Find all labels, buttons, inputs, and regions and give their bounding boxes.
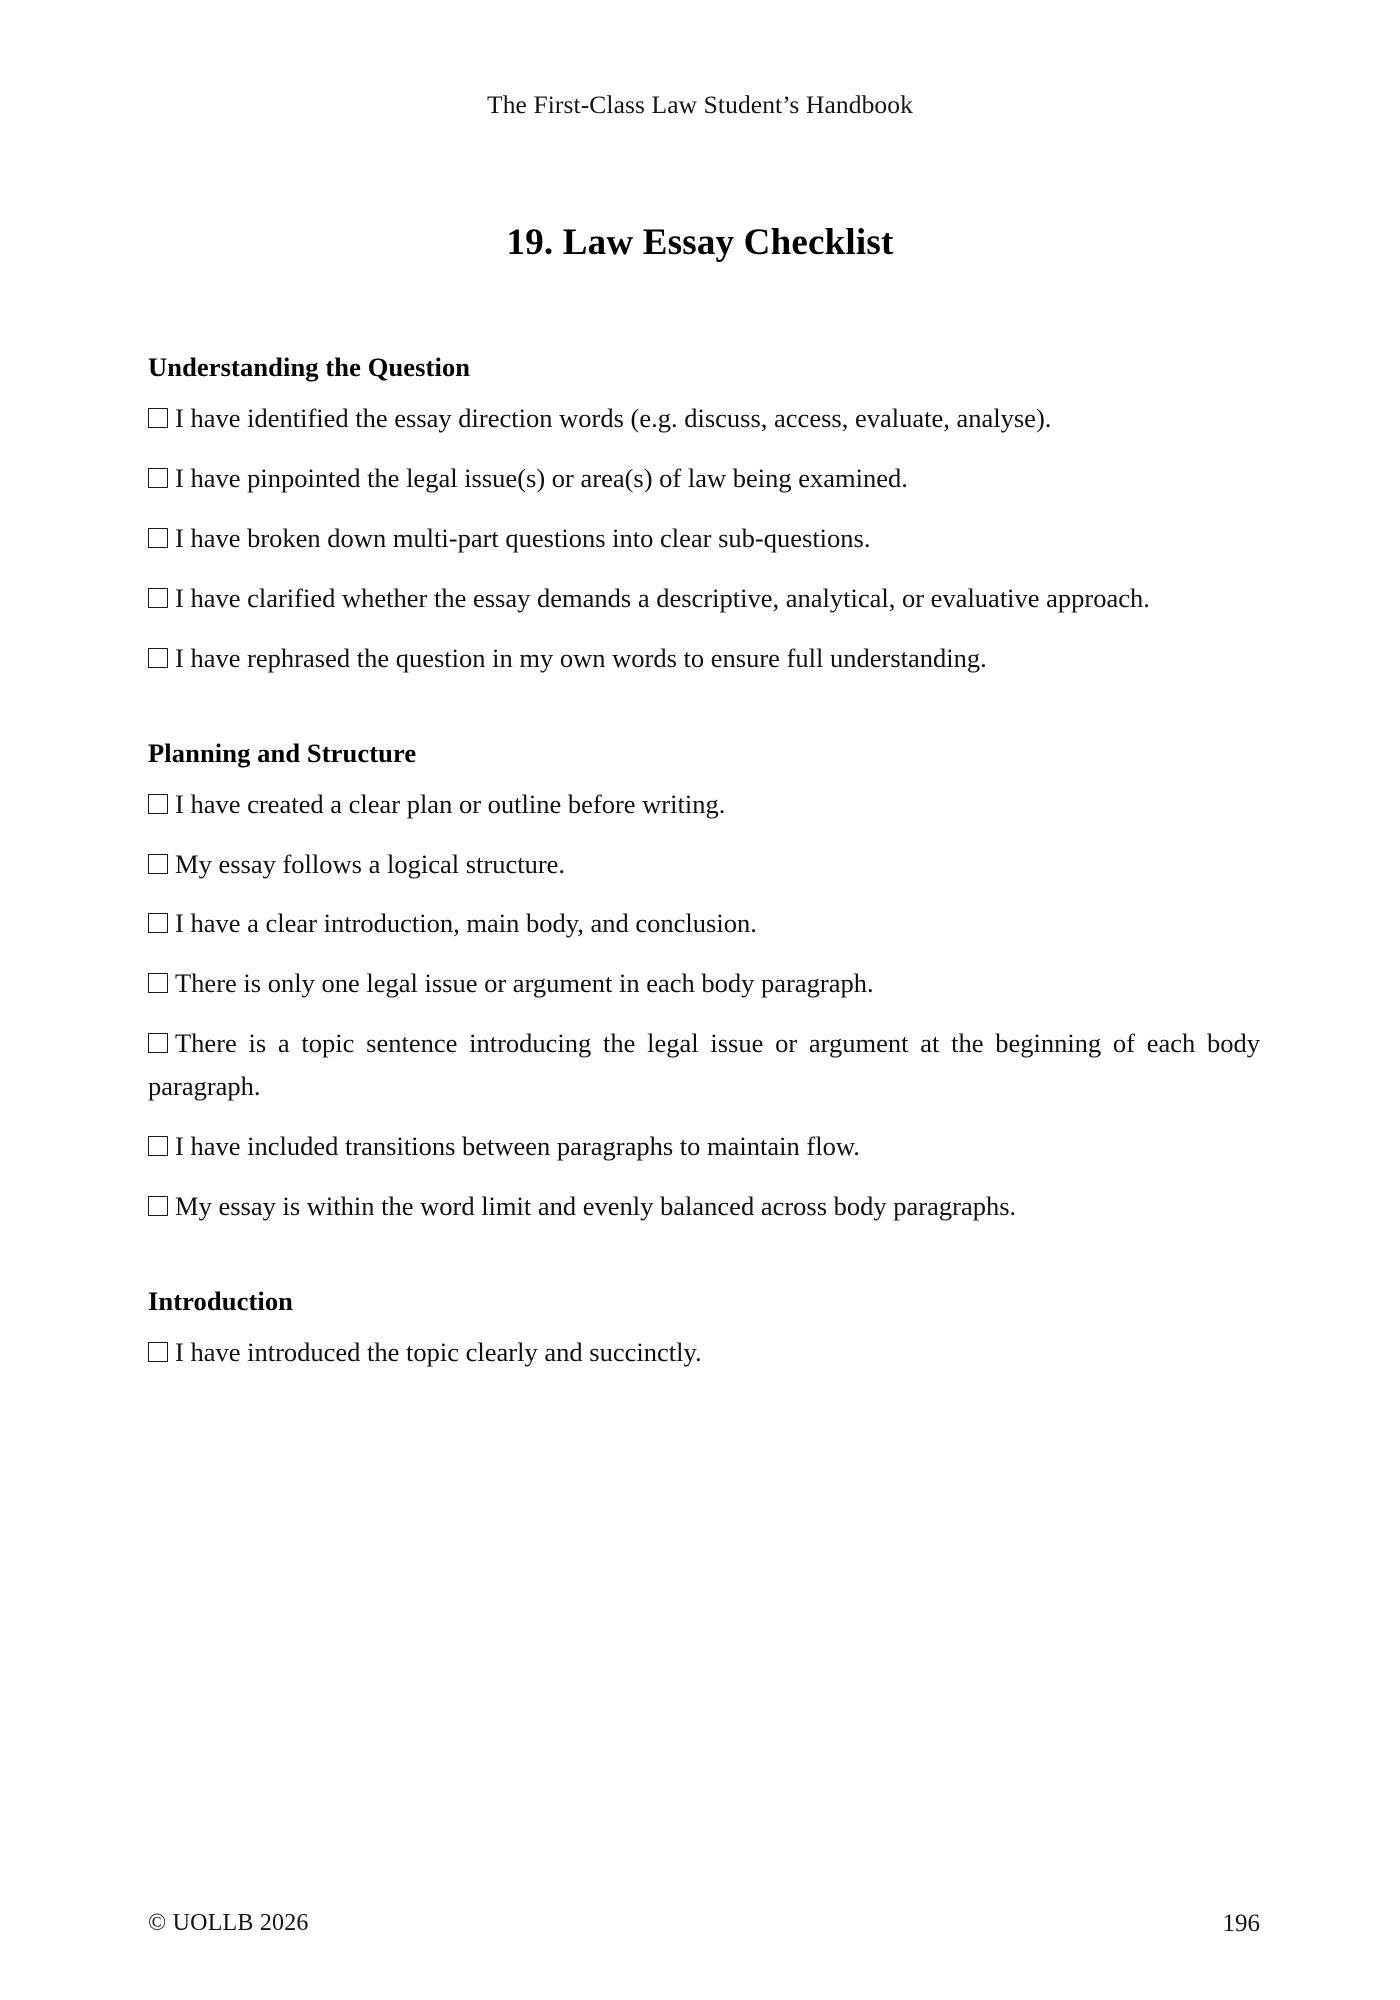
checklist-item[interactable]: [148, 517, 1260, 560]
checklist-section: [148, 738, 1260, 1228]
checklist: [148, 783, 1260, 1228]
checkbox-icon[interactable]: [148, 794, 168, 814]
checklist-item-label: There is only one legal issue or argument in each body paragraph.: [175, 968, 874, 999]
checklist-item-label: I have included transitions between paragraphs to maintain flow.: [175, 1131, 860, 1162]
checklist-item-label: My essay is within the word limit and evenly balanced across body paragraphs.: [175, 1191, 1017, 1222]
checklist-item[interactable]: [148, 902, 1260, 945]
chapter-title: 19. Law Essay Checklist: [506, 221, 894, 263]
running-header: The First-Class Law Student’s Handbook: [487, 90, 913, 119]
checklist-item-label: I have identified the essay direction words (e.g. discuss, access, evaluate, analyse).: [175, 403, 1052, 433]
checklist-item[interactable]: [148, 1125, 1260, 1168]
checklist-item[interactable]: [148, 637, 1260, 680]
checklist-item[interactable]: [148, 783, 1260, 826]
checklist-item[interactable]: [148, 397, 1260, 440]
checklist-section: [148, 352, 1260, 680]
checkbox-icon[interactable]: [148, 1136, 168, 1156]
checklist-section: [148, 1286, 1260, 1374]
checklist-item[interactable]: [148, 1185, 1260, 1228]
checkbox-icon[interactable]: [148, 468, 168, 488]
checkbox-icon[interactable]: [148, 408, 168, 428]
footer-page-number: 196: [1222, 1910, 1260, 1937]
checklist-item-label: I have pinpointed the legal issue(s) or area(s) of law being examined.: [175, 462, 908, 493]
checklist-item-label: I have broken down multi-part questions into clear sub-questions.: [175, 522, 871, 553]
checkbox-icon[interactable]: [148, 973, 168, 993]
footer-copyright: © UOLLB 2026: [148, 1910, 309, 1936]
checklist: [148, 397, 1260, 680]
body-column: [148, 352, 1260, 1374]
checklist-item[interactable]: [148, 962, 1260, 1005]
checklist-item-label: There is a topic sentence introducing the legal issue or argument at the beginning of each body paragraph.: [148, 1028, 1260, 1102]
checklist-item-label: I have rephrased the question in my own words to ensure full understanding.: [175, 642, 987, 673]
checklist-item-label: I have a clear introduction, main body, and conclusion.: [175, 908, 757, 939]
checkbox-icon[interactable]: [148, 1342, 168, 1362]
section-heading: Introduction: [148, 1285, 294, 1316]
section-heading: Planning and Structure: [148, 737, 417, 768]
checklist-item-label: I have introduced the topic clearly and succinctly.: [175, 1336, 702, 1367]
checklist-item[interactable]: [148, 1331, 1260, 1374]
checkbox-icon[interactable]: [148, 648, 168, 668]
checklist-item-label: My essay follows a logical structure.: [175, 848, 566, 879]
section-heading: Understanding the Question: [148, 352, 471, 382]
checklist-item-label: I have created a clear plan or outline before writing.: [175, 788, 726, 819]
checklist-item[interactable]: [148, 1022, 1260, 1108]
checkbox-icon[interactable]: [148, 913, 168, 933]
checklist-item[interactable]: [148, 843, 1260, 886]
checklist: [148, 1331, 1260, 1374]
checkbox-icon[interactable]: [148, 854, 168, 874]
checkbox-icon[interactable]: [148, 1196, 168, 1216]
checkbox-icon[interactable]: [148, 528, 168, 548]
checklist-item[interactable]: [148, 457, 1260, 500]
checklist-item-label: I have clarified whether the essay demands a descriptive, analytical, or evaluative approach.: [175, 582, 1150, 613]
checkbox-icon[interactable]: [148, 588, 168, 608]
checklist-item[interactable]: [148, 577, 1260, 620]
checkbox-icon[interactable]: [148, 1033, 168, 1053]
page-footer: [148, 1880, 1260, 2000]
